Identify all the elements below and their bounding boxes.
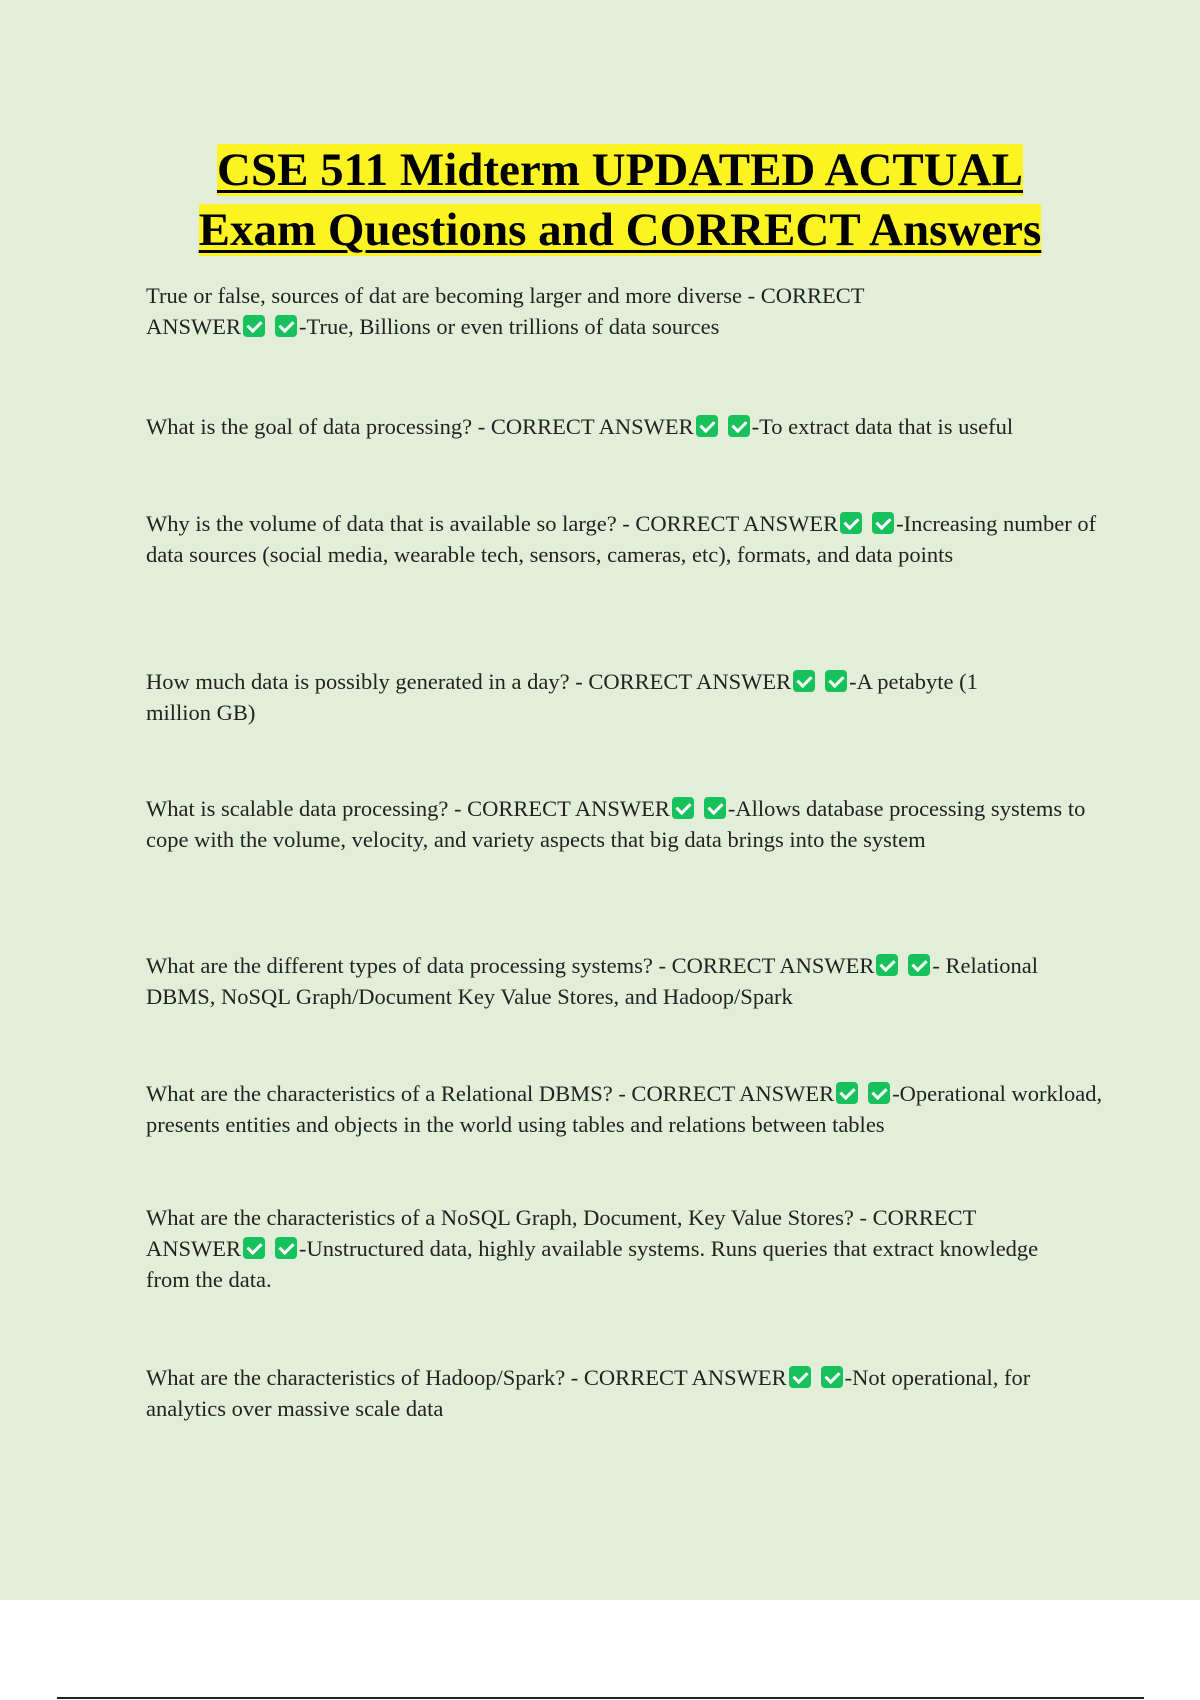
check-box-icon [836, 1082, 858, 1104]
check-box-icon [825, 670, 847, 692]
question-text: What are the characteristics of Hadoop/Spark? - CORRECT ANSWER [146, 1365, 787, 1390]
qa-item-6 [146, 950, 1106, 1012]
qa-item-9 [146, 1362, 1106, 1424]
check-box-icon [868, 1082, 890, 1104]
question-text: What is the goal of data processing? - CORRECT ANSWER [146, 414, 694, 439]
question-text: What are the characteristics of a Relational DBMS? - CORRECT ANSWER [146, 1081, 835, 1106]
check-box-icon [728, 415, 750, 437]
qa-item-4 [146, 666, 1046, 728]
question-text: What are the different types of data processing systems? - CORRECT ANSWER [146, 953, 875, 978]
check-box-icon [793, 670, 815, 692]
document-title [0, 140, 1200, 260]
check-box-icon [821, 1366, 843, 1388]
answer-text: -Not operational, for analytics over massive scale data [146, 1365, 1031, 1421]
qa-item-3 [146, 508, 1106, 570]
question-text: True or false, sources of dat are becoming larger and more diverse - CORRECT ANSWER [146, 283, 865, 339]
question-text: What is scalable data processing? - CORRECT ANSWER [146, 796, 670, 821]
qa-item-1 [146, 280, 946, 342]
answer-text: -Operational workload, presents entities and objects in the world using tables and relations between tables [146, 1081, 1103, 1137]
check-box-icon [840, 512, 862, 534]
answer-text: -To extract data that is useful [751, 414, 1014, 439]
check-box-icon [789, 1366, 811, 1388]
answer-text: -Allows database processing systems to cope with the volume, velocity, and variety aspects that big data brings into the system [146, 796, 1086, 852]
check-box-icon [672, 797, 694, 819]
answer-text: -True, Billions or even trillions of data sources [299, 314, 720, 339]
qa-item-7 [146, 1078, 1106, 1140]
check-box-icon [243, 1237, 265, 1259]
check-box-icon [275, 1237, 297, 1259]
check-box-icon [872, 512, 894, 534]
qa-item-8 [146, 1202, 1066, 1295]
title-line-1: CSE 511 Midterm UPDATED ACTUAL [217, 144, 1023, 196]
qa-item-2 [146, 411, 1106, 442]
check-box-icon [704, 797, 726, 819]
answer-text: -Unstructured data, highly available systems. Runs queries that extract knowledge from the data. [146, 1236, 1039, 1292]
question-text: Why is the volume of data that is available so large? - CORRECT ANSWER [146, 511, 839, 536]
qa-item-5 [146, 793, 1106, 855]
answer-text: - Relational DBMS, NoSQL Graph/Document Key Value Stores, and Hadoop/Spark [146, 953, 1038, 1009]
question-text: How much data is possibly generated in a day? - CORRECT ANSWER [146, 669, 792, 694]
check-box-icon [908, 954, 930, 976]
check-box-icon [876, 954, 898, 976]
question-text: What are the characteristics of a NoSQL Graph, Document, Key Value Stores? - CORRECT ANSWER [146, 1205, 976, 1261]
footer-rule [57, 1697, 1144, 1699]
answer-text: -A petabyte (1 million GB) [146, 669, 978, 725]
check-box-icon [243, 315, 265, 337]
answer-text: -Increasing number of data sources (social media, wearable tech, sensors, cameras, etc), formats, and data points [146, 511, 1097, 567]
check-box-icon [696, 415, 718, 437]
title-line-2: Exam Questions and CORRECT Answers [198, 204, 1042, 256]
check-box-icon [275, 315, 297, 337]
